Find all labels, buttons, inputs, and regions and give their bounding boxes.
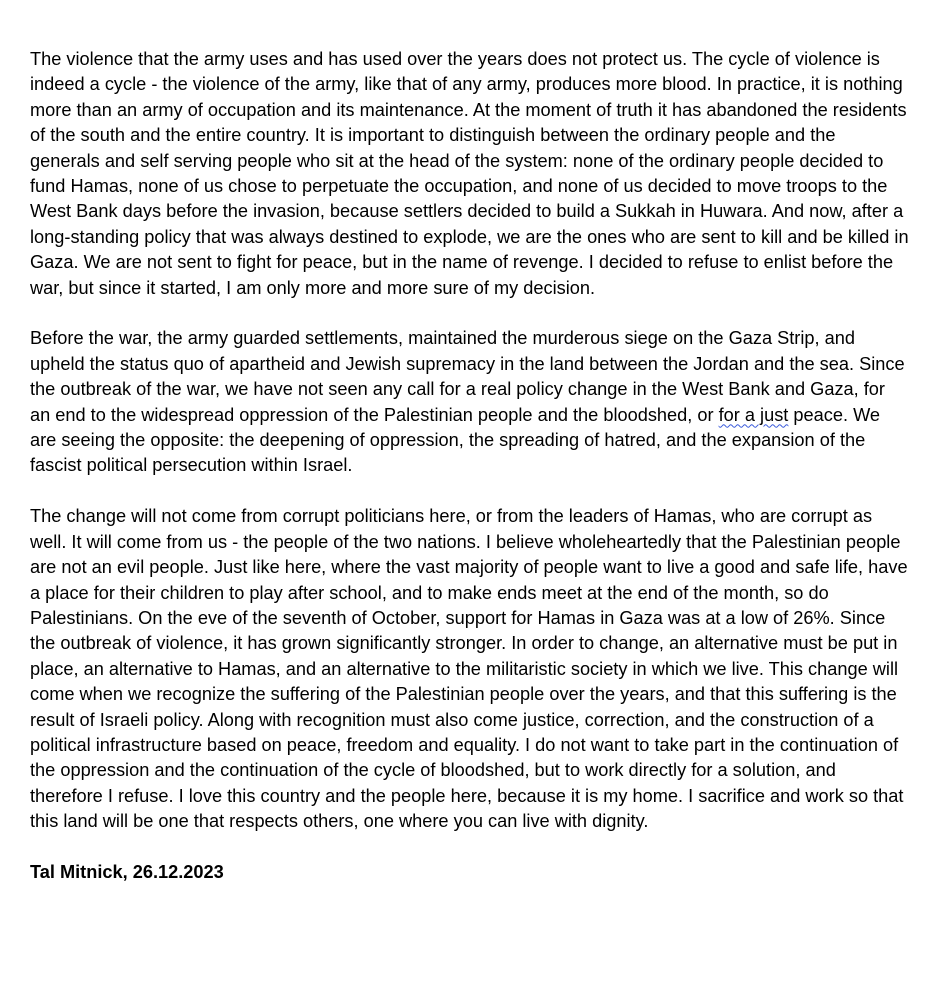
paragraph-2	[30, 326, 910, 478]
paragraph-3: The change will not come from corrupt politicians here, or from the leaders of Hamas, who are corrupt as well. It will come from us - the people of the two nations. I believe wholeheartedly that the Palestinian people are not an evil people. Just like here, where the vast majority of people want to live a good and safe life, have a place for their children to play after school, and to make ends meet at the end of the month, so do Palestinians. On the eve of the seventh of October, support for Hamas in Gaza was at a low of 26%. Since the outbreak of violence, it has grown significantly stronger. In order to change, an alternative must be put in place, an alternative to Hamas, and an alternative to the militaristic society in which we live. This change will come when we recognize the suffering of the Palestinian people over the years, and that this suffering is the result of Israeli policy. Along with recognition must also come justice, correction, and the construction of a political infrastructure based on peace, freedom and equality. I do not want to take part in the continuation of the oppression and the continuation of the cycle of bloodshed, but to work directly for a solution, and therefore I refuse. I love this country and the people here, because it is my home. I sacrifice and work so that this land will be one that respects others, one where you can live with dignity.	[30, 506, 908, 832]
grammar-flagged-phrase[interactable]: for a just	[718, 404, 789, 425]
document-body	[30, 47, 910, 911]
paragraph-2-text-before: Before the war, the army guarded settlements, maintained the murderous siege on the Gaza Strip, and upheld the status quo of apartheid and Jewish supremacy in the land between the Jordan and the sea. Since the outbreak of the war, we have not seen any call for a real policy change in the West Bank and Gaza, for an end to the widespread oppression of the Palestinian people and the bloodshed, or	[30, 328, 905, 425]
signature: Tal Mitnick, 26.12.2023	[30, 861, 224, 882]
paragraph-1: The violence that the army uses and has used over the years does not protect us. The cycle of violence is indeed a cycle - the violence of the army, like that of any army, produces more blood. In practice, it is nothing more than an army of occupation and its maintenance. At the moment of truth it has abandoned the residents of the south and the entire country. It is important to distinguish between the ordinary people and the generals and self serving people who sit at the head of the system: none of the ordinary people decided to fund Hamas, none of us chose to perpetuate the occupation, and none of us decided to move troops to the West Bank days before the invasion, because settlers decided to build a Sukkah in Huwara. And now, after a long-standing policy that was always destined to explode, we are the ones who are sent to kill and be killed in Gaza. We are not sent to fight for peace, but in the name of revenge. I decided to refuse to enlist before the war, but since it started, I am only more and more sure of my decision.	[30, 49, 909, 298]
paragraph-2-text-after: peace. We are seeing the opposite: the deepening of oppression, the spreading of hatred, and the expansion of the fascist political persecution within Israel.	[30, 404, 881, 476]
